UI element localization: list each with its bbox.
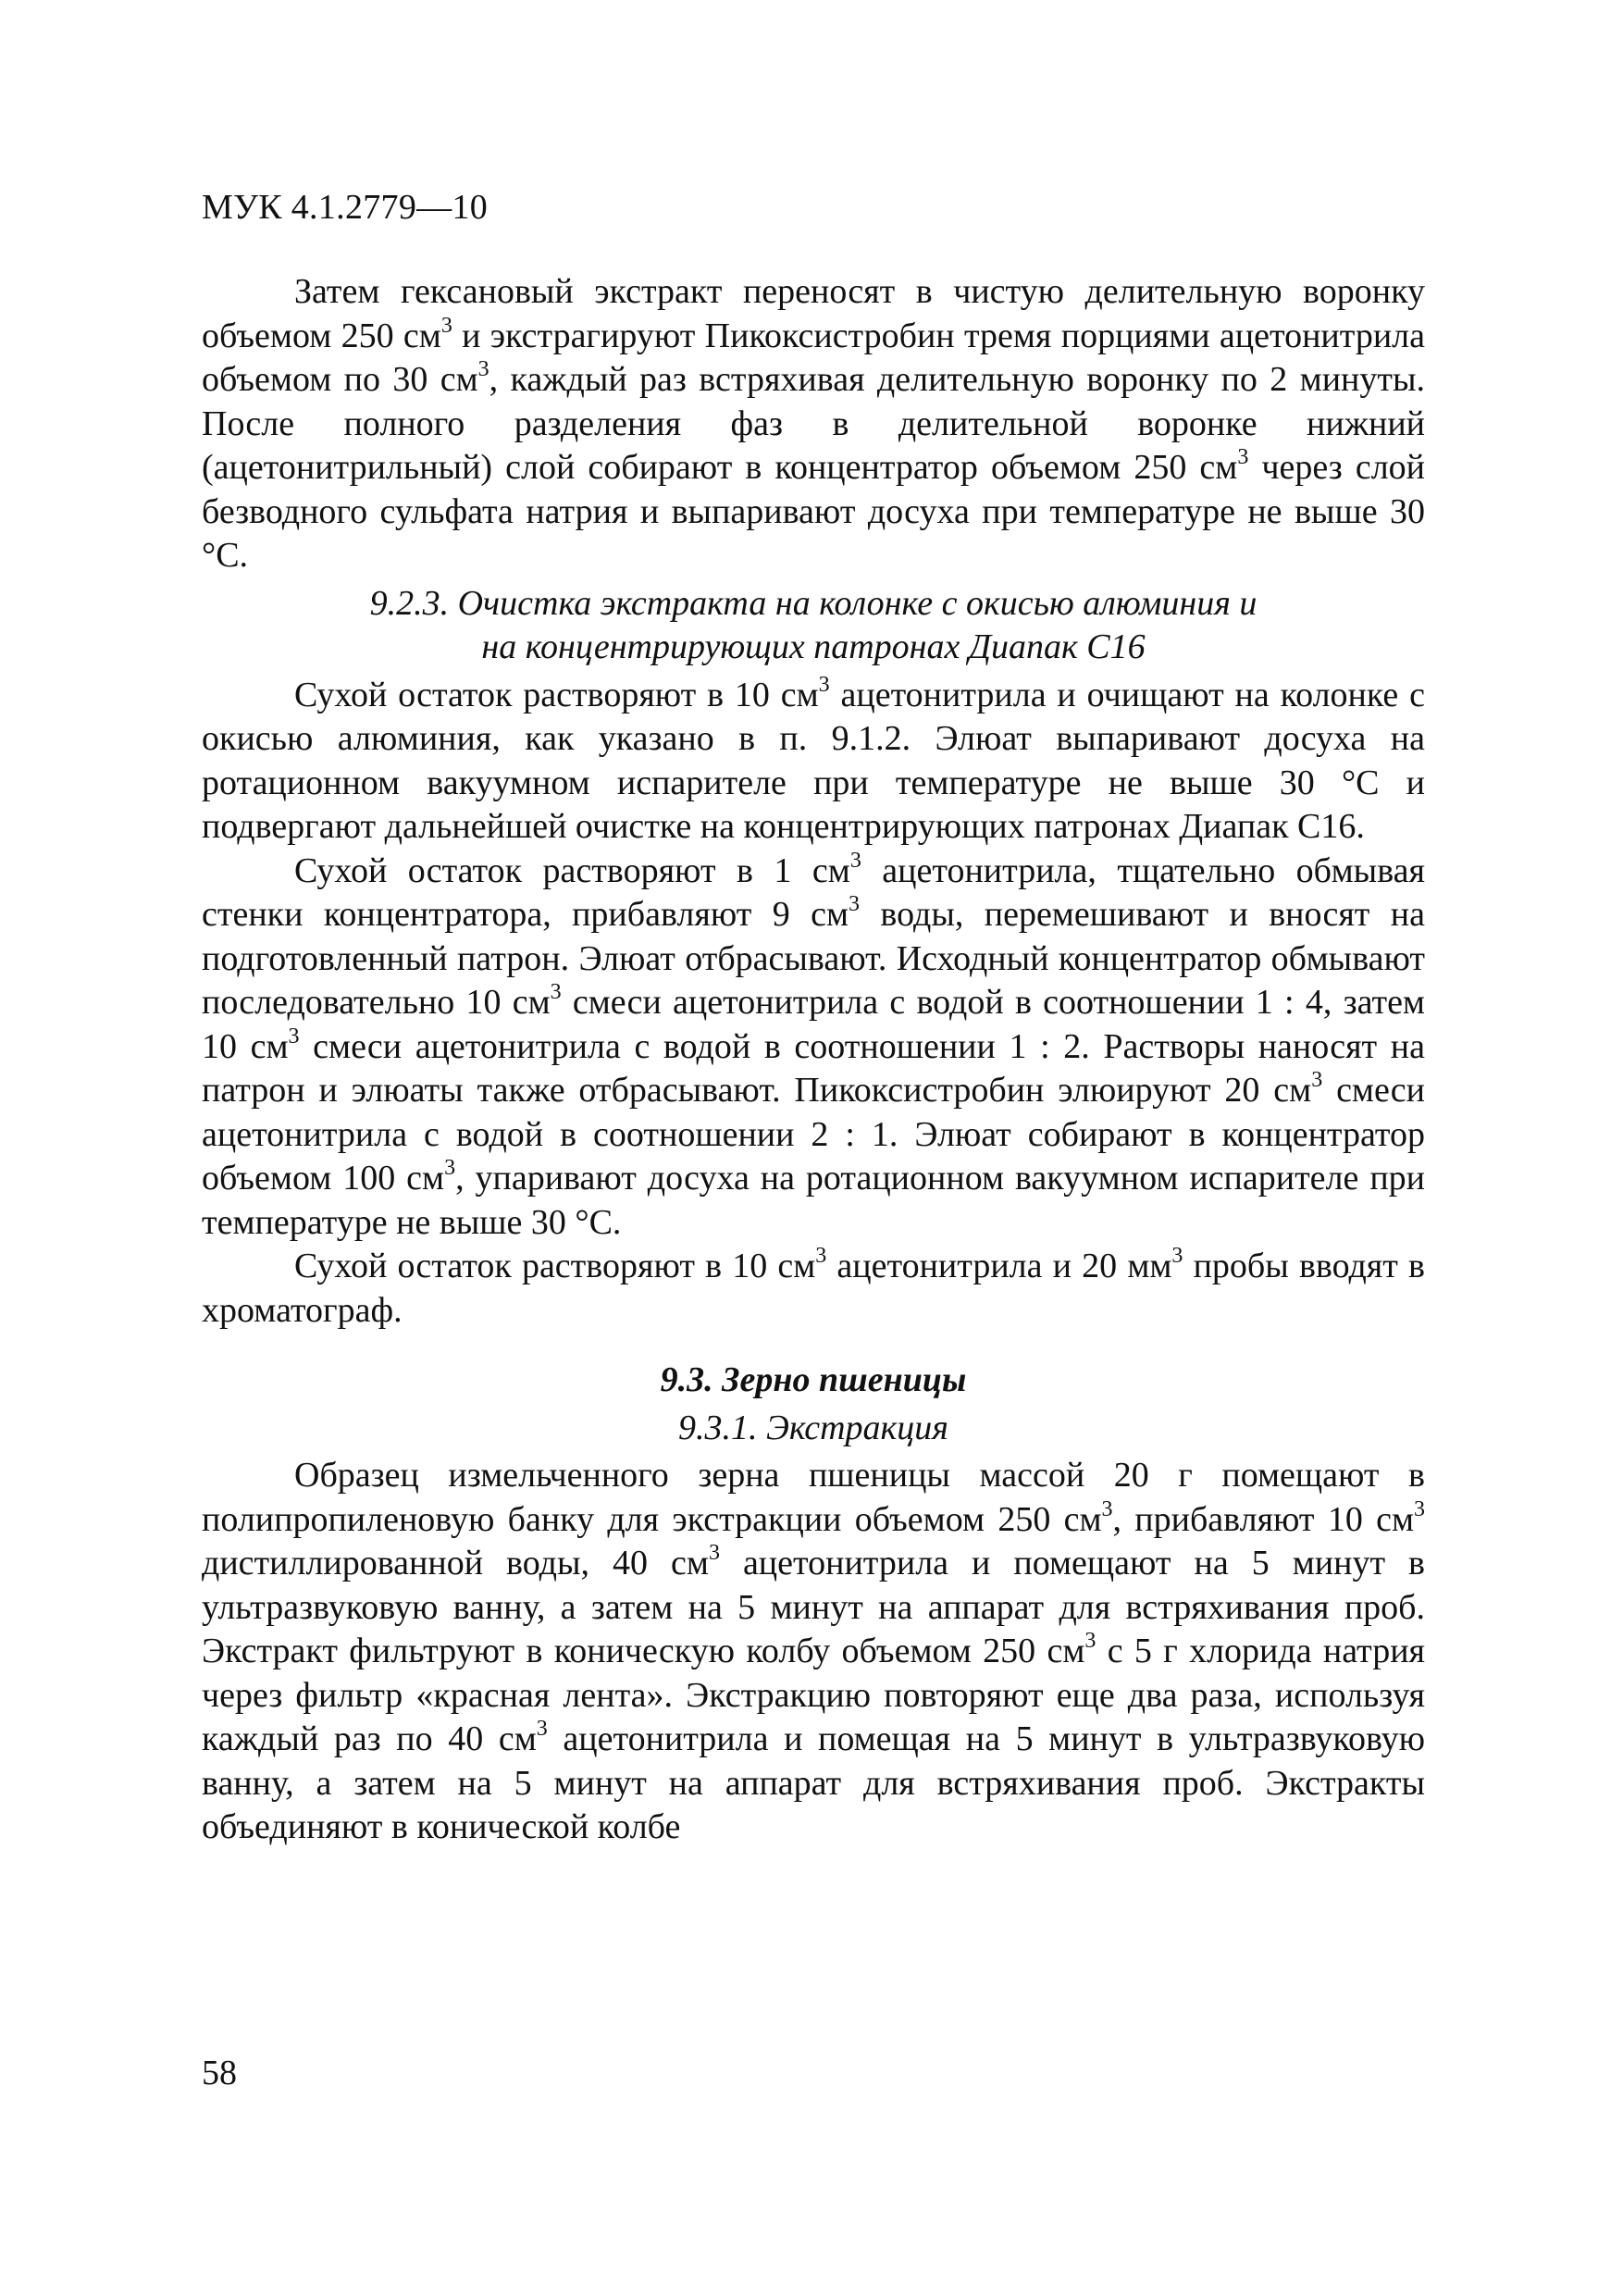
paragraph-chromatograph-injection: Сухой остаток растворяют в 10 $см^3$ ацетонитрила и 20 $мм^3$ пробы вводят в хроматограф. (202, 1244, 1425, 1330)
paragraph-cartridge-cleanup: Сухой остаток растворяют в 1 $см^3$ ацетонитрила, тщательно обмывая стенки концентратора, прибавляют 9 $см^3$ воды, перемешивают и вносят на подготовленный патрон. Элюат отбрасывают. Исходный концентратор обмывают последовательно 10 $см^3$ смеси ацетонитрила с водой в соотношении 1 : 4, затем 10 $см^3$ смеси ацетонитрила с водой в соотношении 1 : 2. Растворы наносят на патрон и элюаты также отбрасывают. Пикоксистробин элюируют 20 $см^3$ смеси ацетонитрила с водой в соотношении 2 : 1. Элюат собирают в концентратор объемом 100 $см^3$, упаривают досуха на ротационном вакуумном испарителе при температуре не выше 30 °С. (202, 848, 1425, 1242)
section-heading-9-3-1: 9.3.1. Экстракция (678, 1408, 948, 1447)
paragraph-hexane-extract: Затем гексановый экстракт переносят в чистую делительную воронку объемом 250 $см^3$ и экстрагируют Пикоксистробин тремя порциями ацетонитрила объемом по 30 $см^3$, каждый раз встряхивая делительную воронку по 2 минуты. После полного разделения фаз в делительной воронке нижний (ацетонитрильный) слой собирают в концентратор объемом 250 $см^3$ через слой безводного сульфата натрия и выпаривают досуха при температуре не выше 30 °С. (202, 272, 1426, 575)
paragraph-wheat-extraction: Образец измельченного зерна пшеницы массой 20 г помещают в полипропиленовую банку для экстракции объемом 250 $см^3$, прибавляют 10 $см^3$ дистиллированной воды, 40 $см^3$ ацетонитрила и помещают на 5 минут в ультразвуковую ванну, а затем на 5 минут на аппарат для встряхивания проб. Экстракт фильтруют в коническую колбу объемом 250 $см^3$ с 5 г хлорида натрия через фильтр «красная лента». Экстракцию повторяют еще два раза, используя каждый раз по 40 $см^3$ ацетонитрила и помещая на 5 минут в ультразвуковую ванну, а затем на 5 минут на аппарат для встряхивания проб. Экстракты объединяют в конической колбе (202, 1456, 1426, 1846)
section-heading-9-2-3-line1: 9.2.3. Очистка экстракта на колонке с окисью алюминия и (369, 583, 1258, 623)
paragraph-alumina-cleanup: Сухой остаток растворяют в 10 $см^3$ ацетонитрила и очищают на колонке с окисью алюминия, как указано в п. 9.1.2. Элюат выпаривают досуха на ротационном вакуумном испарителе при температуре не выше 30 °С и подвергают дальнейшей очистке на концентрирующих патронах Диапак С16. (202, 672, 1425, 846)
document-code-header: МУК 4.1.2779—10 (202, 188, 489, 227)
page-body (202, 270, 1425, 1850)
page-number: 58 (202, 2054, 237, 2092)
section-heading-9-3: 9.3. Зерно пшеницы (660, 1360, 967, 1399)
section-heading-9-2-3-line2: на концентрирующих патронах Диапак С16 (481, 627, 1146, 666)
